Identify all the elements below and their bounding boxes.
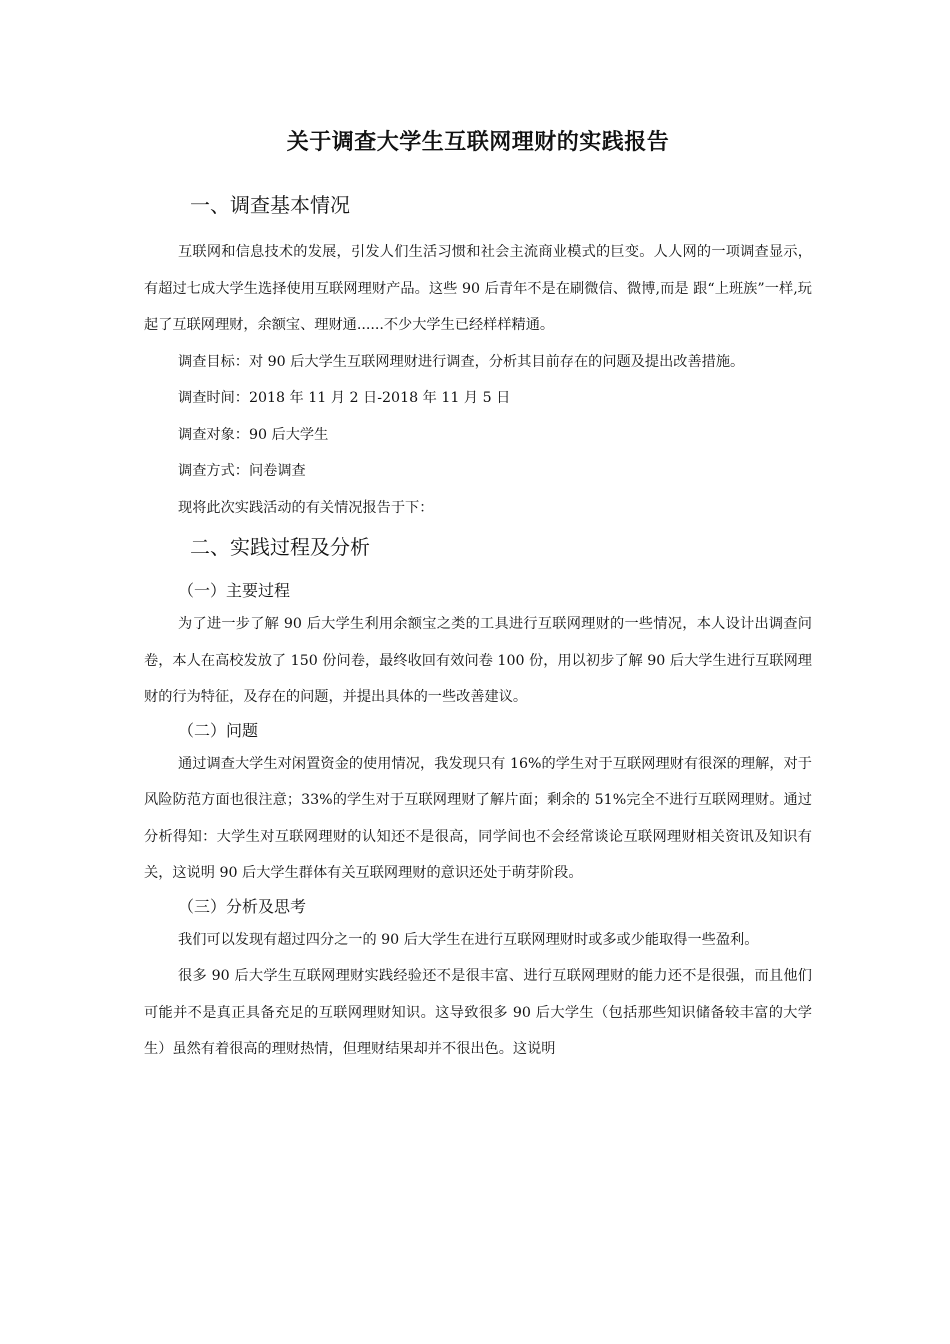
paragraph-report-lead: 现将此次实践活动的有关情况报告于下： bbox=[178, 499, 434, 516]
paragraph-intro: 互联网和信息技术的发展，引发人们生活习惯和社会主流商业模式的巨变。人人网的一项调查显示，有超过七成大学生选择使用互联网理财产品。这些 90 后青年不是在刷微信、微博,而是 跟“上班族”一样,玩起了互联网理财，余额宝、理财通......不少大学生已经样样精通。 bbox=[144, 244, 812, 333]
paragraph-survey-time: 调查时间：2018 年 11 月 2 日-2018 年 11 月 5 日 bbox=[178, 390, 511, 406]
subsection-heading-problems: （二）问题 bbox=[178, 720, 259, 740]
section-heading-process-analysis: 二、实践过程及分析 bbox=[190, 535, 370, 559]
subsection-heading-main-process: （一）主要过程 bbox=[178, 581, 291, 600]
subsection-heading-analysis: （三）分析及思考 bbox=[178, 896, 307, 916]
document-body bbox=[144, 124, 812, 1068]
paragraph-main-process: 为了进一步了解 90 后大学生利用余额宝之类的工具进行互联网理财的一些情况，本人设计出调查问卷，本人在高校发放了 150 份问卷，最终收回有效问卷 100 份，用以初步了解 90 后大学生进行互联网理财的行为特征，及存在的问题，并提出具体的一些改善建议。 bbox=[144, 616, 812, 705]
paragraph-survey-method: 调查方式：问卷调查 bbox=[178, 463, 306, 479]
paragraph-survey-subject: 调查对象：90 后大学生 bbox=[178, 426, 329, 443]
paragraph-problems: 通过调查大学生对闲置资金的使用情况，我发现只有 16%的学生对于互联网理财有很深的理解，对于风险防范方面也很注意；33%的学生对于互联网理财了解片面；剩余的 51%完全不进行互联网理财。通过分析得知：大学生对互联网理财的认知还不是很高，同学间也不会经常谈论互联网理财相关资讯及知识有关，这说明 90 后大学生群体有关互联网理财的意识还处于萌芽阶段。 bbox=[144, 755, 812, 881]
document-title: 关于调查大学生互联网理财的实践报告 bbox=[286, 130, 670, 155]
paragraph-survey-goal: 调查目标：对 90 后大学生互联网理财进行调查，分析其目前存在的问题及提出改善措施。 bbox=[178, 353, 745, 370]
paragraph-analysis-2: 很多 90 后大学生互联网理财实践经验还不是很丰富、进行互联网理财的能力还不是很强，而且他们可能并不是真正具备充足的互联网理财知识。这导致很多 90 后大学生（包括那些知识储备较丰富的大学生）虽然有着很高的理财热情，但理财结果却并不很出色。这说明 bbox=[144, 968, 812, 1057]
paragraph-analysis-1: 我们可以发现有超过四分之一的 90 后大学生在进行互联网理财时或多或少能取得一些盈利。 bbox=[178, 931, 759, 948]
section-heading-basic-info: 一、调查基本情况 bbox=[190, 193, 350, 217]
